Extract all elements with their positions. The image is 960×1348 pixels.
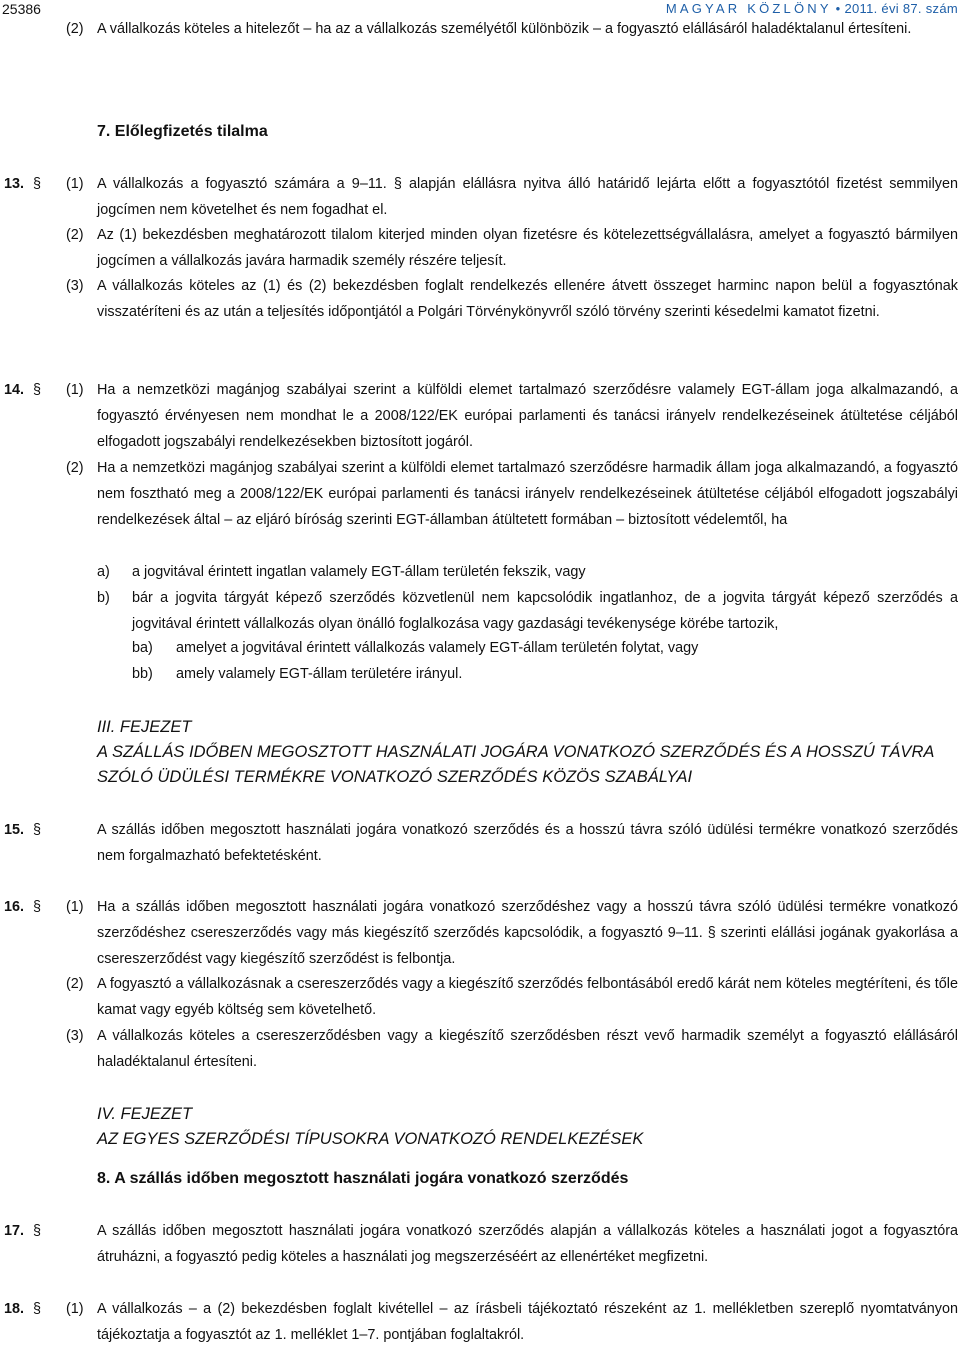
paragraph-label: (2) xyxy=(66,227,84,243)
section-16-p3 xyxy=(0,1023,958,1075)
section-13-p2 xyxy=(0,222,958,274)
header-separator: • xyxy=(835,1,841,16)
section-15 xyxy=(0,817,958,869)
section-14-p1 xyxy=(0,377,958,455)
paragraph-text: Ha a szállás időben megosztott használati jogára vonatkozó szerződéshez vagy a hosszú távra szóló üdülési termékre vonatkozó szerződéshez csereszerződés vagy más kiegészítő szerződés kapcsolódik, a fogyasztó 9–11. § szerinti elállási jogának gyakorlása a csereszerződést vagy kiegészítő szerződést is felbontja. xyxy=(97,899,958,967)
paragraph-intro-2 xyxy=(0,16,958,42)
subtitle-8: 8. A szállás időben megosztott használati jogára vonatkozó szerződés xyxy=(97,1170,629,1187)
list-text: bár a jogvita tárgyát képező szerződés közvetlenül nem kapcsolódik ingatlanhoz, de a jogvita tárgyát képező szerződés a jogvitával érintett vállalkozás olyan önálló foglalkozása vagy gazdasági tevékenysége körébe tartozik, xyxy=(132,590,958,632)
sublist-text: amelyet a jogvitával érintett vállalkozás valamely EGT-állam területén folytat, vagy xyxy=(176,640,699,656)
paragraph-text: A vállalkozás – a (2) bekezdésben foglalt kivétellel – az írásbeli tájékoztató részeként az 1. mellékletben szereplő nyomtatványon tájékoztatja a fogyasztót az 1. melléklet 1–7. pontjában foglaltakról. xyxy=(97,1301,958,1343)
section-sign: § xyxy=(33,899,42,915)
section-text: A szállás időben megosztott használati jogára vonatkozó szerződés alapján a vállalkozás köteles a használati jogot a fogyasztóra átruházni, a fogyasztó pedig köteles a használati jog megszerzéséért az ellenértéket megfizetni. xyxy=(97,1223,958,1265)
sublist-label: ba) xyxy=(132,640,153,656)
paragraph-label: (2) xyxy=(66,976,84,992)
section-number: 15. xyxy=(4,822,25,838)
section-number: 17. xyxy=(4,1223,25,1239)
paragraph-text: A vállalkozás köteles az (1) és (2) bekezdésben foglalt rendelkezés ellenére átvett összeget harminc napon belül a fogyasztónak visszatéríteni és az után a teljesítés időpontjától a Polgári Törvénykönyvről szóló törvény szerinti késedelmi kamatot fizetni. xyxy=(97,278,958,320)
chapter-4-heading xyxy=(97,1102,643,1152)
journal-title: MAGYAR KÖZLÖNY xyxy=(665,1,832,16)
paragraph-label: (2) xyxy=(66,460,84,476)
paragraph-label: (2) xyxy=(66,21,84,37)
paragraph-text: Az (1) bekezdésben meghatározott tilalom kiterjed minden olyan fizetésre és kötelezettségvállalásra, amelyet a fogyasztó bármilyen jogcímen a vállalkozás javára harmadik személy részére teljesít. xyxy=(97,227,958,269)
section-number: 14. xyxy=(4,382,25,398)
section-number: 18. xyxy=(4,1301,25,1317)
section-16-p2 xyxy=(0,971,958,1023)
list-label: a) xyxy=(97,564,110,580)
page-number: 25386 xyxy=(2,1,41,17)
paragraph-label: (3) xyxy=(66,1028,84,1044)
paragraph-label: (1) xyxy=(66,899,84,915)
paragraph-label: (1) xyxy=(66,176,84,192)
chapter-label: III. FEJEZET xyxy=(97,718,192,736)
paragraph-text: A vállalkozás köteles a hitelezőt – ha az a vállalkozás személyétől különbözik – a fogyasztó elállásáról haladéktalanul értesíteni. xyxy=(97,21,912,37)
paragraph-text: Ha a nemzetközi magánjog szabályai szerint a külföldi elemet tartalmazó szerződésre valamely EGT-állam joga alkalmazandó, a fogyasztó érvényesen nem mondhat le a 2008/122/EK európai parlamenti és tanácsi irányelv rendelkezéseinek átültetése céljából elfogadott jogszabályi rendelkezésekben biztosított jogáról. xyxy=(97,382,958,450)
section-text: A szállás időben megosztott használati jogára vonatkozó szerződés és a hosszú távra szóló üdülési termékre vonatkozó szerződés nem forgalmazható befektetésként. xyxy=(97,822,958,864)
section-17 xyxy=(0,1218,958,1270)
paragraph-text: Ha a nemzetközi magánjog szabályai szerint a külföldi elemet tartalmazó szerződésre harmadik állam joga alkalmazandó, a fogyasztó nem fosztható meg a 2008/122/EK európai parlamenti és tanácsi irányelv rendelkezéseinek átültetése céljából elfogadott jogszabályi rendelkezések által – az eljáró bíróság szerinti EGT-államban átültetett formában – biztosított védelemtől, ha xyxy=(97,460,958,528)
paragraph-label: (1) xyxy=(66,1301,84,1317)
section-16-p1 xyxy=(0,894,958,972)
sublist-text: amely valamely EGT-állam területére irányul. xyxy=(176,666,463,682)
list-item-b xyxy=(0,585,958,637)
section-number: 16. xyxy=(4,899,25,915)
list-item-ba xyxy=(0,635,958,661)
chapter-3-heading xyxy=(97,715,934,790)
paragraph-text: A vállalkozás a fogyasztó számára a 9–11. § alapján elállásra nyitva álló határidő lejárta előtt a fogyasztótól fizetést semmilyen jogcímen nem követelhet és nem fogadhat el. xyxy=(97,176,958,218)
section-14-p2 xyxy=(0,455,958,533)
paragraph-label: (3) xyxy=(66,278,84,294)
paragraph-label: (1) xyxy=(66,382,84,398)
list-item-a xyxy=(0,559,958,585)
section-13-p1 xyxy=(0,171,958,223)
chapter-title-line: A SZÁLLÁS IDŐBEN MEGOSZTOTT HASZNÁLATI JOGÁRA VONATKOZÓ SZERZŐDÉS ÉS A HOSSZÚ TÁVRA xyxy=(97,743,935,761)
sublist-label: bb) xyxy=(132,666,153,682)
paragraph-text: A vállalkozás köteles a csereszerződésben vagy a kiegészítő szerződésben részt vevő harmadik személyt a fogyasztó elállásáról haladéktalanul értesíteni. xyxy=(97,1028,958,1070)
section-sign: § xyxy=(33,1301,42,1317)
subtitle-7: 7. Előlegfizetés tilalma xyxy=(97,123,268,140)
chapter-title-line: AZ EGYES SZERZŐDÉSI TÍPUSOKRA VONATKOZÓ RENDELKEZÉSEK xyxy=(97,1130,644,1148)
section-18-p1 xyxy=(0,1296,958,1348)
list-text: a jogvitával érintett ingatlan valamely EGT-állam területén fekszik, vagy xyxy=(132,564,586,580)
issue-number: 2011. évi 87. szám xyxy=(844,1,958,16)
section-sign: § xyxy=(33,1223,42,1239)
list-label: b) xyxy=(97,590,110,606)
chapter-title-line: SZÓLÓ ÜDÜLÉSI TERMÉKRE VONATKOZÓ SZERZŐDÉS KÖZÖS SZABÁLYAI xyxy=(97,768,693,786)
section-number: 13. xyxy=(4,176,25,192)
section-sign: § xyxy=(33,176,42,192)
list-item-bb xyxy=(0,661,958,687)
paragraph-text: A fogyasztó a vállalkozásnak a csereszerződés vagy a kiegészítő szerződés felbontásából eredő kárát nem köteles megtéríteni, és tőle kamat vagy egyéb költség sem követelhető. xyxy=(97,976,958,1018)
section-13-p3 xyxy=(0,273,958,325)
chapter-label: IV. FEJEZET xyxy=(97,1105,193,1123)
section-sign: § xyxy=(33,382,42,398)
section-sign: § xyxy=(33,822,42,838)
